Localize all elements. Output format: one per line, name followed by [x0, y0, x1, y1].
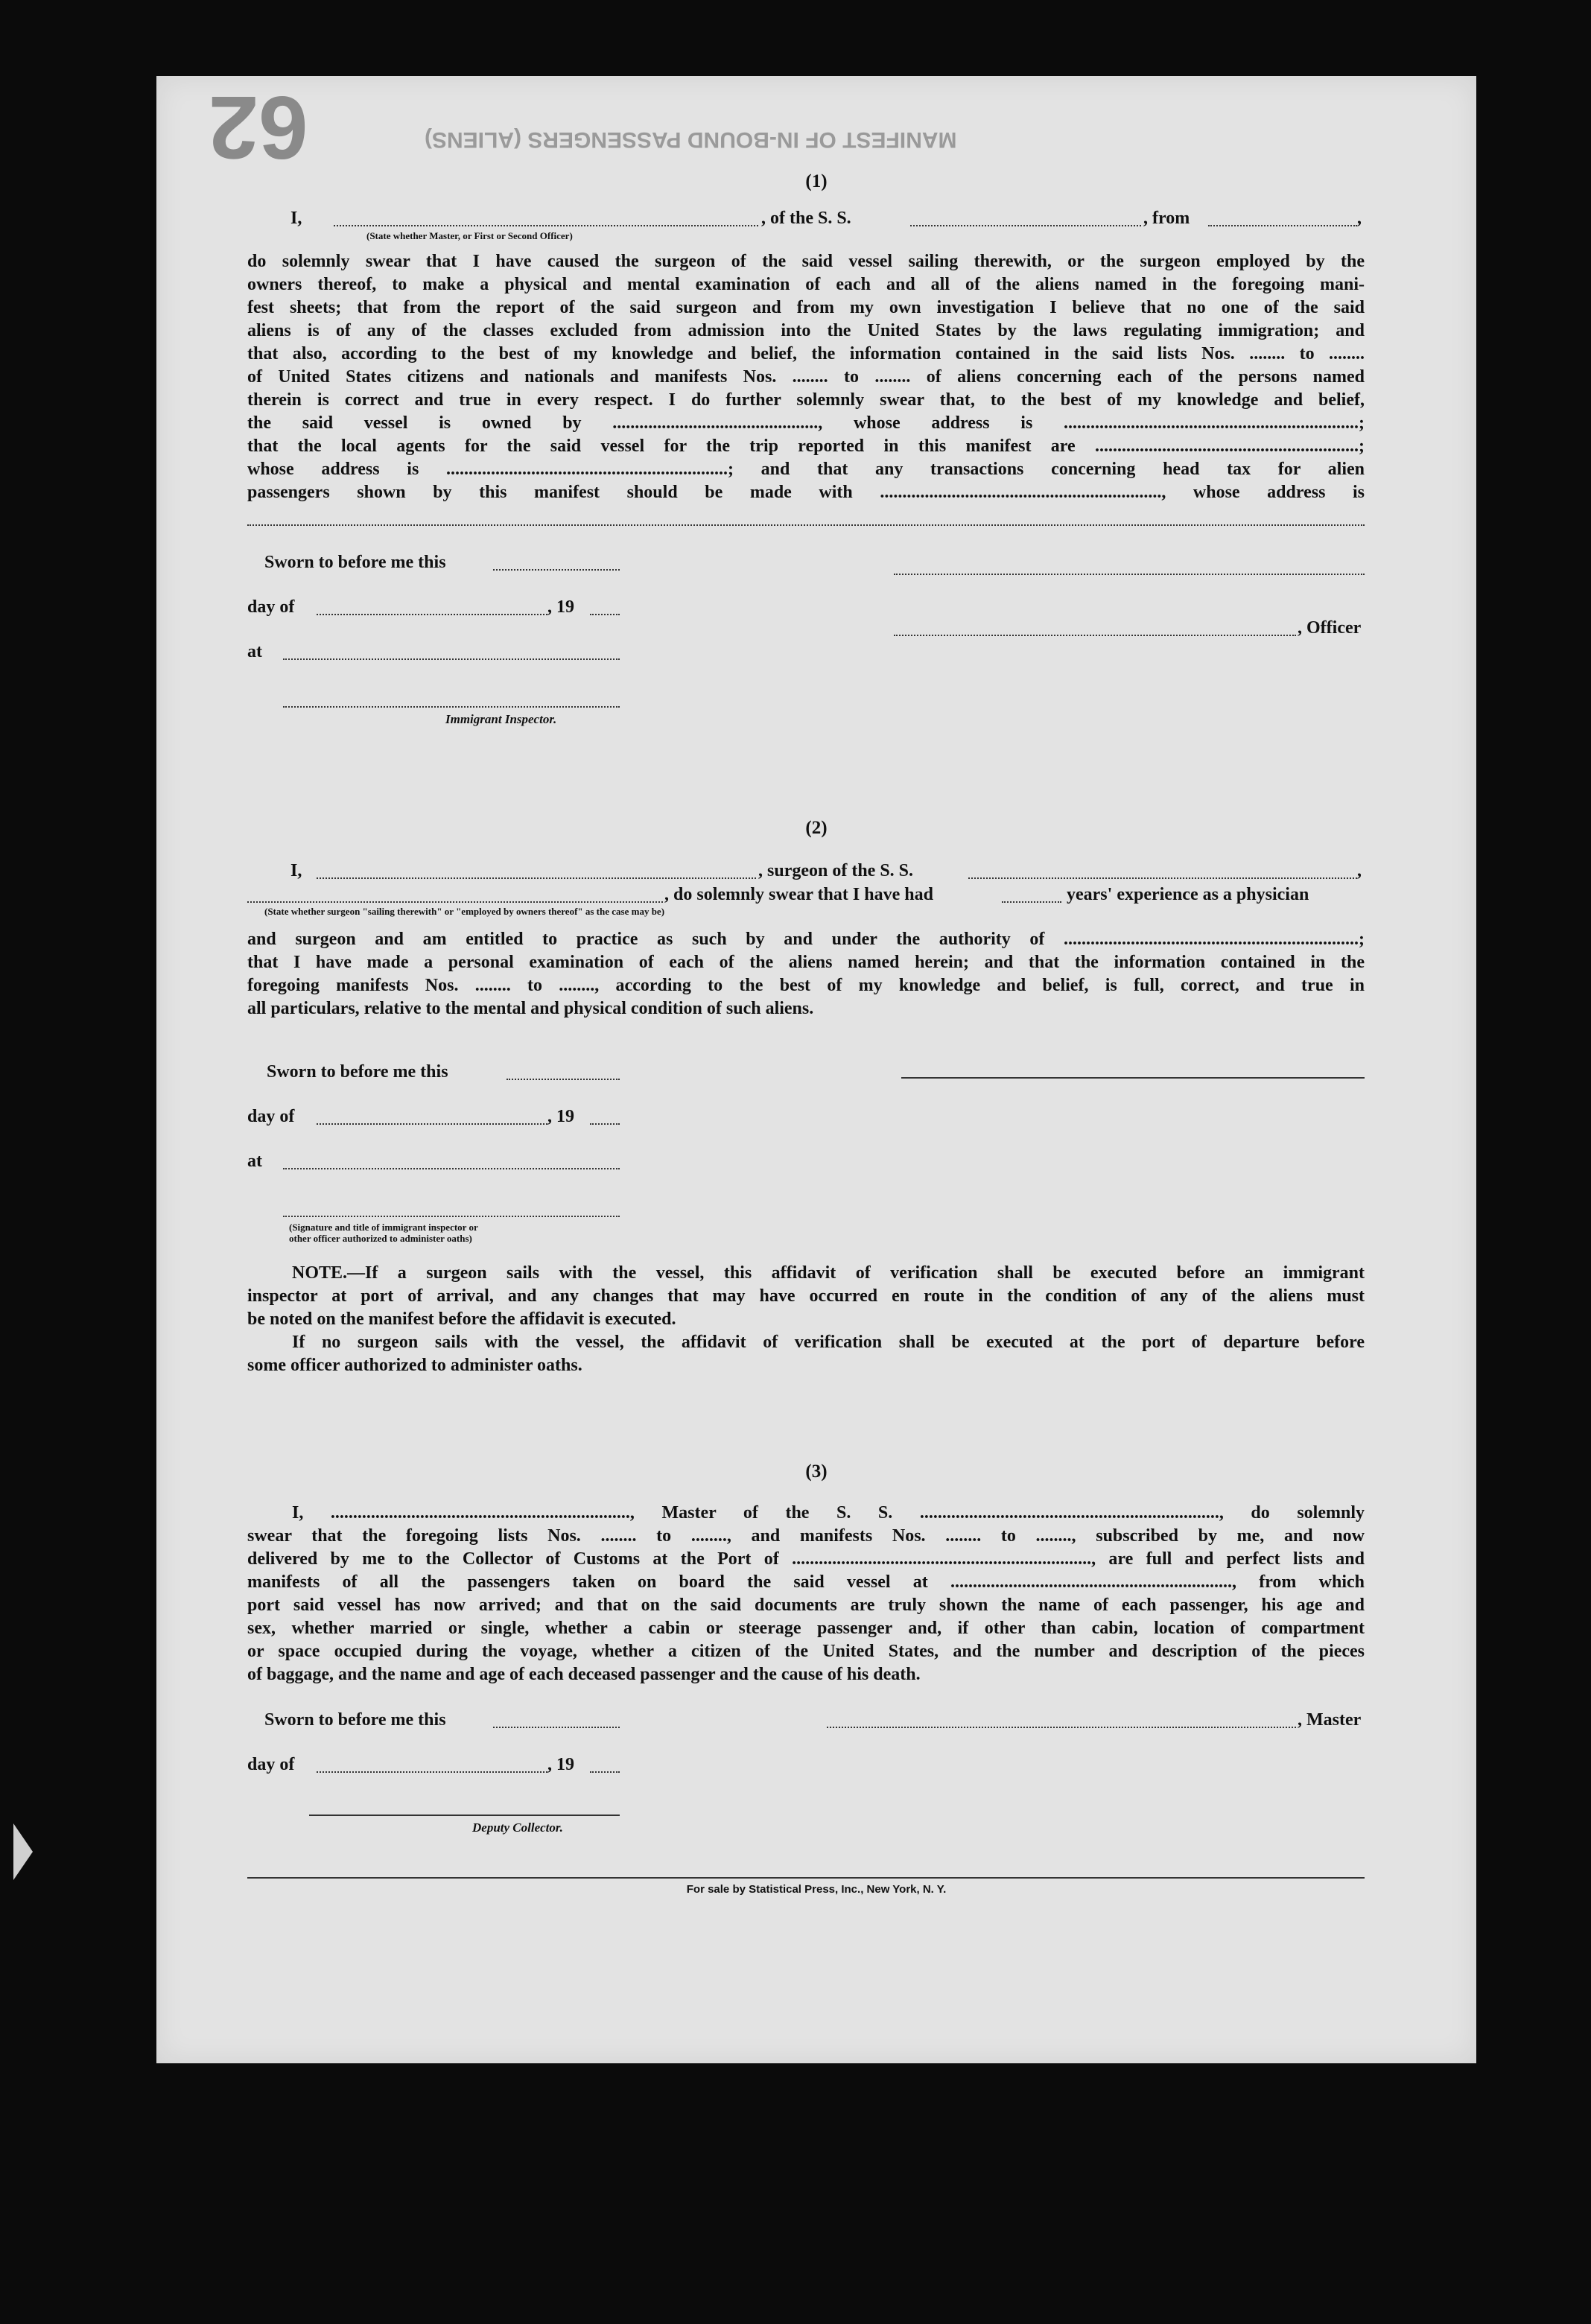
- note-line-3: be noted on the manifest before the affidavit is executed.: [247, 1309, 676, 1329]
- s3-line-2: swear that the foregoing lists Nos. ........ to ........, and manifests Nos. ........ to ........, subscribed by me, and now: [247, 1526, 1365, 1546]
- s1-from-field[interactable]: [1208, 225, 1357, 226]
- s3-line-6: sex, whether married or single, whether a cabin or steerage passenger and, if other than cabin, location of compartment: [247, 1619, 1365, 1638]
- note-line-4: If no surgeon sails with the vessel, the affidavit of verification shall be executed at the port of departure before: [292, 1333, 1365, 1352]
- s2-day-field[interactable]: [317, 1123, 547, 1125]
- s1-officer-sign[interactable]: [894, 635, 1296, 636]
- s3-day-of: day of: [247, 1755, 295, 1774]
- s2-ship-field[interactable]: [968, 877, 1357, 879]
- s1-nineteen: , 19: [547, 597, 574, 617]
- s1-year-field[interactable]: [590, 614, 620, 615]
- s1-line-1: do solemnly swear that I have caused the surgeon of the said vessel sailing therewith, or the surgeon employed by the: [247, 252, 1365, 271]
- s2-at: at: [247, 1152, 262, 1171]
- s2-line-3: foregoing manifests Nos. ........ to ........, according to the best of my knowledge and belief, is full, correct, and true in: [247, 976, 1365, 995]
- s3-line-5: port said vessel has now arrived; and that on the said documents are truly shown the name of each passenger, his age and: [247, 1596, 1365, 1615]
- s1-address-continuation[interactable]: [247, 524, 1365, 526]
- note-line-1: NOTE.—If a surgeon sails with the vessel, this affidavit of verification shall be executed before an immigrant: [292, 1263, 1365, 1283]
- s2-sig-caption-2: other officer authorized to administer oaths): [289, 1233, 472, 1244]
- section-3-number: (3): [805, 1461, 828, 1482]
- s3-master-sign[interactable]: [827, 1727, 1296, 1728]
- s2-at-field[interactable]: [283, 1168, 620, 1169]
- s1-line-8: the said vessel is owned by .............................................., whose address is ..................................................................;: [247, 413, 1365, 433]
- s1-ship-field[interactable]: [910, 225, 1141, 226]
- s2-sworn: Sworn to before me this: [267, 1062, 448, 1082]
- s3-sworn-field[interactable]: [493, 1727, 620, 1728]
- section-1-number: (1): [805, 171, 828, 191]
- s1-comma: ,: [1357, 209, 1362, 228]
- s1-sworn-field[interactable]: [493, 569, 620, 571]
- s1-line-11: passengers shown by this manifest should be made with ..............................................................., whose address is: [247, 483, 1365, 502]
- edge-mark: [13, 1823, 33, 1880]
- s1-day-of: day of: [247, 597, 295, 617]
- s3-line-1: I, ..................................................................., Master of the S. S. ..................................................................., do solemnly: [292, 1503, 1365, 1523]
- s1-line-2: owners thereof, to make a physical and mental examination of each and all of the aliens named in the foregoing mani-: [247, 275, 1365, 294]
- s1-line-10: whose address is ...............................................................; and that any transactions concerning head tax for alien: [247, 460, 1365, 479]
- manifest-page: [156, 76, 1476, 2063]
- s1-sworn: Sworn to before me this: [264, 553, 446, 572]
- s2-year-field[interactable]: [590, 1123, 620, 1125]
- s1-officer-field[interactable]: [334, 225, 758, 226]
- s3-line-7: or space occupied during the voyage, whether a citizen of the United States, and the number and description of the pieces: [247, 1642, 1365, 1661]
- s3-line-8: of baggage, and the name and age of each deceased passenger and the cause of his death.: [247, 1665, 921, 1684]
- s1-from: , from: [1143, 209, 1190, 228]
- s3-line-3: delivered by me to the Collector of Customs at the Port of ..................................................................., are full and perfect lists and: [247, 1549, 1365, 1569]
- note-line-5: some officer authorized to administer oaths.: [247, 1356, 582, 1375]
- s2-surgeon-of: , surgeon of the S. S.: [758, 861, 914, 880]
- s1-officer-label: , Officer: [1298, 618, 1362, 638]
- s3-line-4: manifests of all the passengers taken on board the said vessel at ..............................................................., from which: [247, 1572, 1365, 1592]
- s1-at-field[interactable]: [283, 658, 620, 660]
- s1-line-9: that the local agents for the said vessel for the trip reported in this manifest are ...........................................................;: [247, 436, 1365, 456]
- s2-sworn-field[interactable]: [506, 1079, 620, 1080]
- manifest-title: MANIFEST OF IN-BOUND PASSENGERS (ALIENS): [425, 127, 957, 152]
- s3-sworn: Sworn to before me this: [264, 1710, 446, 1730]
- s2-name-field[interactable]: [317, 877, 756, 879]
- s2-years-field[interactable]: [1002, 901, 1061, 903]
- s2-nineteen: , 19: [547, 1107, 574, 1126]
- s1-officer-sign-top[interactable]: [894, 574, 1365, 575]
- page-number: 62: [209, 77, 308, 177]
- note-line-2: inspector at port of arrival, and any changes that may have occurred en route in the condition of any of the aliens must: [247, 1286, 1365, 1306]
- s2-i: I,: [290, 861, 302, 880]
- s1-day-field[interactable]: [317, 614, 547, 615]
- s1-at: at: [247, 642, 262, 661]
- s2-line-4: all particulars, relative to the mental and physical condition of such aliens.: [247, 999, 814, 1018]
- s1-line-4: aliens is of any of the classes excluded from admission into the United States by the laws regulating immigration; and: [247, 321, 1365, 340]
- s2-day-of: day of: [247, 1107, 295, 1126]
- s1-line-3: fest sheets; that from the report of the said surgeon and from my own investigation I believe that no one of the said: [247, 298, 1365, 317]
- s1-officer-caption: (State whether Master, or First or Second Officer): [366, 230, 573, 241]
- s3-master: , Master: [1298, 1710, 1362, 1730]
- s2-capacity-caption: (State whether surgeon "sailing therewith" or "employed by owners thereof" as the case may be): [264, 906, 665, 917]
- s2-inspector-sign[interactable]: [283, 1216, 620, 1217]
- s1-inspector-sign[interactable]: [283, 706, 620, 708]
- s1-inspector-caption: Immigrant Inspector.: [445, 712, 557, 726]
- s2-line-2: that I have made a personal examination of each of the aliens named herein; and that the information contained in the: [247, 953, 1365, 972]
- s1-of-ss: , of the S. S.: [761, 209, 851, 228]
- s2-line-1: and surgeon and am entitled to practice as such by and under the authority of ..................................................................;: [247, 930, 1365, 949]
- s2-swear: , do solemnly swear that I have had: [664, 885, 933, 904]
- s3-collector-sign[interactable]: [309, 1815, 620, 1816]
- s2-capacity-field[interactable]: [247, 901, 663, 903]
- s2-surgeon-sign[interactable]: [901, 1077, 1365, 1079]
- footer-imprint: For sale by Statistical Press, Inc., New York, N. Y.: [686, 1883, 947, 1896]
- section-2-number: (2): [805, 818, 828, 838]
- s1-line-5: that also, according to the best of my knowledge and belief, the information contained in the said lists Nos. ........ to ........: [247, 344, 1365, 363]
- s3-day-field[interactable]: [317, 1771, 547, 1773]
- s1-i: I,: [290, 209, 302, 228]
- s3-nineteen: , 19: [547, 1755, 574, 1774]
- s3-collector-caption: Deputy Collector.: [472, 1820, 563, 1835]
- s2-years: years' experience as a physician: [1067, 885, 1309, 904]
- s2-sig-caption-1: (Signature and title of immigrant inspector or: [289, 1222, 478, 1233]
- s1-line-6: of United States citizens and nationals and manifests Nos. ........ to ........ of aliens concerning each of the persons named: [247, 367, 1365, 387]
- s1-line-7: therein is correct and true in every respect. I do further solemnly swear that, to the best of my knowledge and belief,: [247, 390, 1365, 410]
- s2-comma: ,: [1357, 861, 1362, 880]
- s3-year-field[interactable]: [590, 1771, 620, 1773]
- footer-rule: [247, 1877, 1365, 1879]
